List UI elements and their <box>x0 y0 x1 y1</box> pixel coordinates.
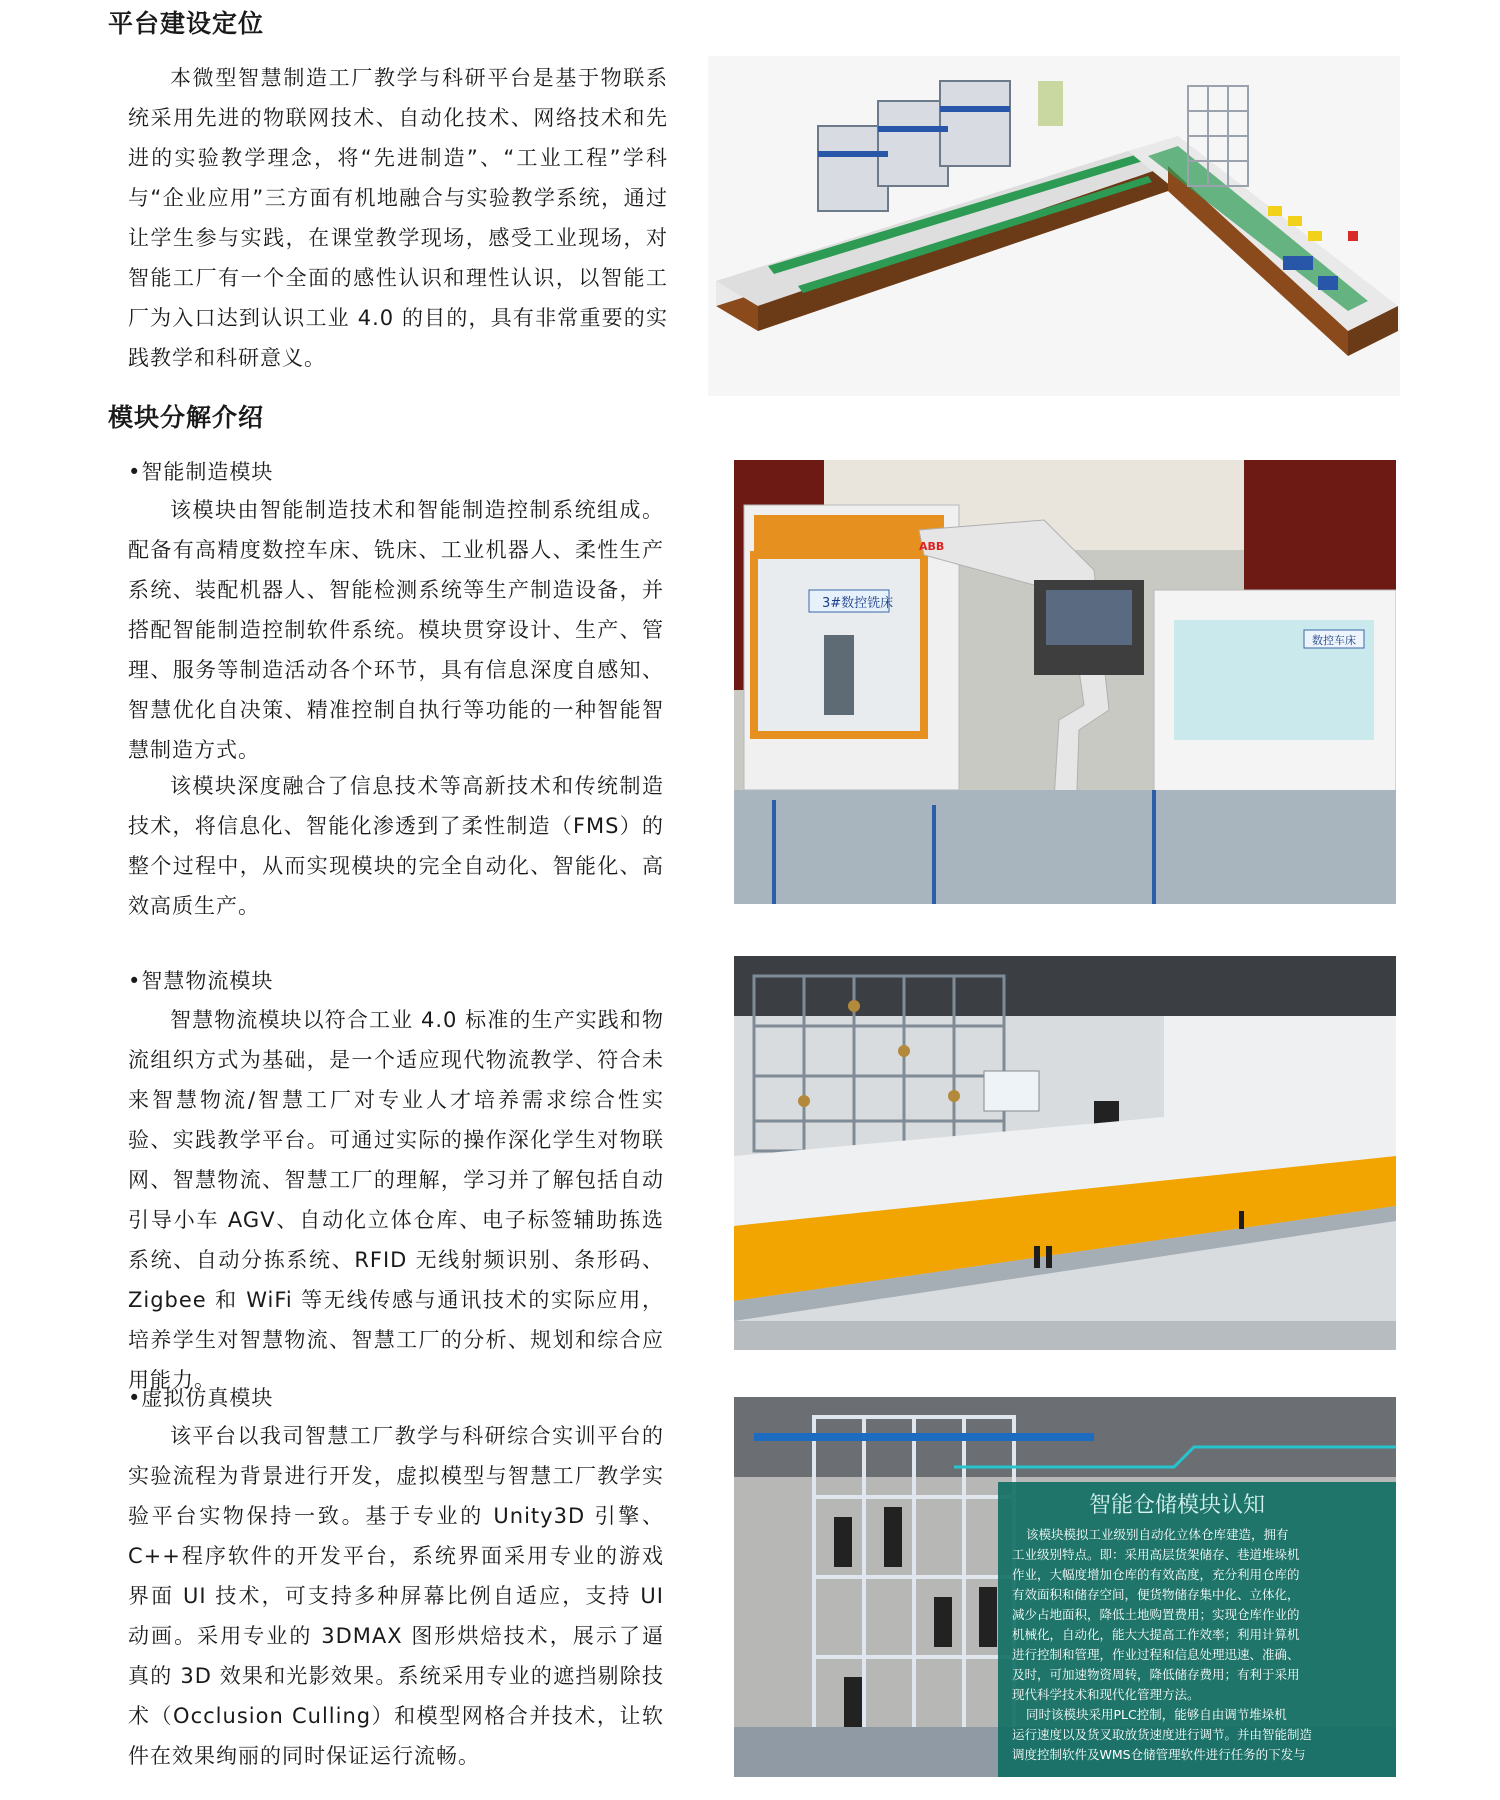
overlay-line: 减少占地面积，降低土地购置费用；实现仓库作业的 <box>1012 1607 1300 1622</box>
overlay-line: 进行控制和管理，作业过程和信息处理迅速、准确、 <box>1012 1647 1300 1662</box>
overlay-line: 工业级别特点。即：采用高层货架储存、巷道堆垛机 <box>1012 1547 1300 1562</box>
milling-machine-label: 3#数控铣床 <box>822 596 894 611</box>
overlay-line: 运行速度以及货叉取放货速度进行调节。并由智能制造 <box>1012 1727 1313 1742</box>
lathe-label: 数控车床 <box>1312 634 1356 647</box>
overlay-line: 机械化，自动化，能大大提高工作效率；利用计算机 <box>1012 1627 1300 1642</box>
overlay-line: 及时，可加速物资周转，降低储存费用；有利于采用 <box>1012 1667 1300 1682</box>
module-paragraph: 智慧物流模块以符合工业 4.0 标准的生产实践和物流组织方式为基础，是一个适应现代物流教学、符合未来智慧物流/智慧工厂对专业人才培养需求综合性实验、实践教学平台。可通过实际的操作深化学生对物联网、智慧物流、智慧工厂的理解，学习并了解包括自动引导小车 AGV、自动化立体仓库、电子标签辅助拣选系统、自动分拣系统、RFID 无线射频识别、条形码、Zigbee 和 WiFi 等无线传感与通讯技术的实际应用，培养学生对智慧物流、智慧工厂的分析、规划和综合应用能力。 <box>128 1008 664 1392</box>
module-title-intelligent-manufacturing: •智能制造模块 <box>128 460 274 484</box>
module-title-smart-logistics: •智慧物流模块 <box>128 969 274 993</box>
simulation-screenshot <box>734 1397 1396 1777</box>
overlay-line: 有效面积和储存空间，便货物储存集中化、立体化， <box>1012 1587 1300 1602</box>
overlay-line: 现代科学技术和现代化管理方法。 <box>1012 1687 1200 1702</box>
logistics-photo <box>734 956 1396 1350</box>
manufacturing-photo <box>734 460 1396 904</box>
factory-3d-render <box>708 56 1400 396</box>
section-heading-platform: 平台建设定位 <box>108 9 265 38</box>
module-paragraph: 该模块由智能制造技术和智能制造控制系统组成。配备有高精度数控车床、铣床、工业机器人、柔性生产系统、装配机器人、智能检测系统等生产制造设备，并搭配智能制造控制软件系统。模块贯穿设计、生产、管理、服务等制造活动各个环节，具有信息深度自感知、智慧优化自决策、精准控制自执行等功能的一种智能智慧制造方式。 <box>128 498 664 762</box>
overlay-line: 该模块模拟工业级别自动化立体仓库建造，拥有 <box>1026 1527 1289 1542</box>
overlay-line: 作业，大幅度增加仓库的有效高度，充分利用仓库的 <box>1012 1567 1300 1582</box>
module-title-virtual-simulation: •虚拟仿真模块 <box>128 1386 274 1410</box>
section-heading-modules: 模块分解介绍 <box>108 403 265 432</box>
platform-paragraph: 本微型智慧制造工厂教学与科研平台是基于物联系统采用先进的物联网技术、自动化技术、网络技术和先进的实验教学理念，将“先进制造”、“工业工程”学科与“企业应用”三方面有机地融合与实验教学系统，通过让学生参与实践，在课堂教学现场，感受工业现场，对智能工厂有一个全面的感性认识和理性认识，以智能工厂为入口达到认识工业 4.0 的目的，具有非常重要的实践教学和科研意义。 <box>128 66 668 370</box>
robot-brand-label: ABB <box>919 540 945 553</box>
overlay-line: 同时该模块采用PLC控制，能够自由调节堆垛机 <box>1026 1707 1287 1722</box>
module-paragraph: 该平台以我司智慧工厂教学与科研综合实训平台的实验流程为背景进行开发，虚拟模型与智慧工厂教学实验平台实物保持一致。基于专业的 Unity3D 引擎、C++程序软件的开发平台，系统界面采用专业的游戏界面 UI 技术，可支持多种屏幕比例自适应，支持 UI 动画。采用专业的 3DMAX 图形烘焙技术，展示了逼真的 3D 效果和光影效果。系统采用专业的遮挡剔除技术（Occlusion Culling）和模型网格合并技术，让软件在效果绚丽的同时保证运行流畅。 <box>128 1424 664 1768</box>
overlay-line: 调度控制软件及WMS仓储管理软件进行任务的下发与 <box>1012 1747 1306 1762</box>
module-paragraph: 该模块深度融合了信息技术等高新技术和传统制造技术，将信息化、智能化渗透到了柔性制造（FMS）的整个过程中，从而实现模块的完全自动化、智能化、高效高质生产。 <box>128 774 664 918</box>
overlay-title: 智能仓储模块认知 <box>1089 1493 1266 1518</box>
